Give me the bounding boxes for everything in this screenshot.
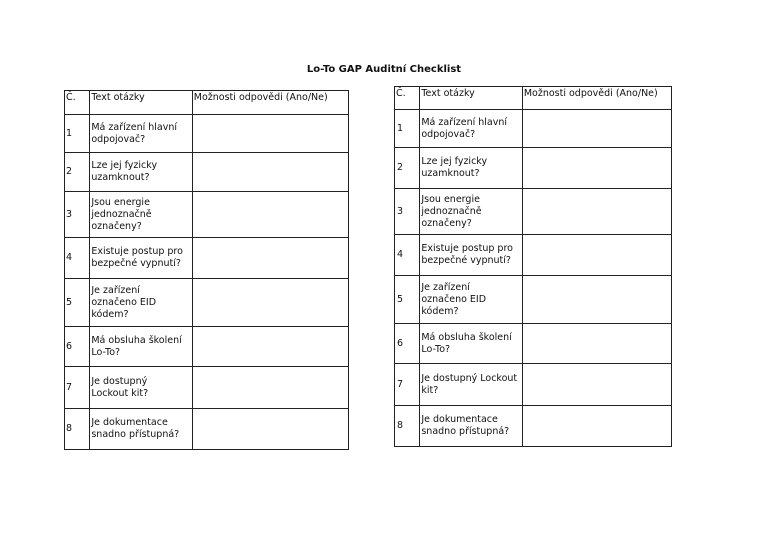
question-text bbox=[90, 279, 192, 327]
answer-cell[interactable] bbox=[192, 409, 348, 450]
question-text bbox=[420, 235, 522, 276]
row-number: 7 bbox=[395, 364, 420, 406]
question-line: označeny? bbox=[421, 217, 472, 229]
question-line: označeno EID bbox=[421, 293, 487, 305]
table-row bbox=[395, 189, 672, 235]
row-number: 1 bbox=[395, 110, 420, 148]
question-text bbox=[90, 153, 192, 192]
question-line: bezpečné vypnutí? bbox=[421, 255, 511, 266]
question-text bbox=[90, 327, 192, 367]
row-number: 2 bbox=[65, 153, 90, 192]
header-number: Č. bbox=[395, 87, 420, 110]
row-number: 3 bbox=[395, 189, 420, 235]
question-line: Jsou energie bbox=[421, 193, 480, 205]
row-number: 8 bbox=[395, 406, 420, 447]
row-number: 4 bbox=[395, 235, 420, 276]
table-row bbox=[65, 367, 349, 409]
question-line: Je dostupný bbox=[91, 375, 148, 387]
table-row bbox=[395, 364, 672, 406]
question-line: Je dokumentace bbox=[91, 417, 168, 428]
question-line: jednoznačně bbox=[91, 208, 152, 220]
question-line: kódem? bbox=[421, 305, 459, 317]
row-number: 2 bbox=[395, 148, 420, 189]
question-text bbox=[420, 406, 522, 447]
question-line: Jsou energie bbox=[91, 196, 150, 208]
question-text bbox=[90, 192, 192, 238]
question-text bbox=[420, 276, 522, 324]
table-row bbox=[395, 406, 672, 447]
question-text bbox=[420, 148, 522, 189]
row-number: 6 bbox=[65, 327, 90, 367]
question-line: kódem? bbox=[91, 308, 129, 320]
table-row bbox=[65, 279, 349, 327]
question-line: Lo-To? bbox=[91, 346, 121, 358]
question-line: bezpečné vypnutí? bbox=[91, 258, 181, 269]
question-line: Je dostupný Lockout bbox=[421, 372, 518, 384]
question-line: označeno EID bbox=[91, 296, 157, 308]
header-question: Text otázky bbox=[420, 87, 522, 110]
question-line: Existuje postup pro bbox=[421, 243, 513, 254]
row-number: 1 bbox=[65, 115, 90, 153]
header-answer: Možnosti odpovědi (Ano/Ne) bbox=[522, 87, 671, 110]
answer-cell[interactable] bbox=[522, 235, 671, 276]
answer-cell[interactable] bbox=[192, 279, 348, 327]
header-row bbox=[65, 91, 349, 115]
table-row bbox=[395, 235, 672, 276]
row-number: 3 bbox=[65, 192, 90, 238]
answer-cell[interactable] bbox=[522, 364, 671, 406]
question-line: odpojovač? bbox=[91, 133, 146, 145]
table-body-left bbox=[65, 91, 349, 450]
row-number: 5 bbox=[65, 279, 90, 327]
answer-cell[interactable] bbox=[192, 192, 348, 238]
answer-cell[interactable] bbox=[522, 276, 671, 324]
row-number: 6 bbox=[395, 324, 420, 364]
question-text bbox=[420, 189, 522, 235]
question-line: Lo-To? bbox=[421, 343, 451, 355]
row-number: 8 bbox=[65, 409, 90, 450]
question-line: Lze jej fyzicky bbox=[91, 160, 158, 171]
table-body-right bbox=[395, 87, 672, 447]
table-row bbox=[65, 327, 349, 367]
question-text bbox=[420, 110, 522, 148]
question-line: Lze jej fyzicky bbox=[421, 156, 488, 167]
question-line: Má zařízení hlavní bbox=[421, 116, 508, 128]
question-line: Existuje postup pro bbox=[91, 246, 183, 257]
question-line: jednoznačně bbox=[421, 205, 482, 217]
question-text bbox=[90, 115, 192, 153]
question-text bbox=[90, 238, 192, 279]
question-line: Je zařízení bbox=[421, 281, 470, 293]
table-row bbox=[395, 110, 672, 148]
question-line: odpojovač? bbox=[421, 128, 476, 140]
table-row bbox=[65, 238, 349, 279]
answer-cell[interactable] bbox=[192, 115, 348, 153]
question-line: snadno přístupná? bbox=[421, 426, 510, 437]
question-line: snadno přístupná? bbox=[91, 429, 180, 440]
question-line: Lockout kit? bbox=[91, 387, 149, 399]
question-line: uzamknout? bbox=[91, 172, 150, 183]
document-title: Lo-To GAP Auditní Checklist bbox=[306, 64, 462, 75]
table-row bbox=[395, 148, 672, 189]
header-question: Text otázky bbox=[90, 91, 192, 115]
checklist-table-left bbox=[64, 90, 349, 450]
answer-cell[interactable] bbox=[522, 189, 671, 235]
row-number: 7 bbox=[65, 367, 90, 409]
table-row bbox=[65, 115, 349, 153]
answer-cell[interactable] bbox=[522, 148, 671, 189]
answer-cell[interactable] bbox=[192, 367, 348, 409]
table-row bbox=[65, 192, 349, 238]
question-line: Má zařízení hlavní bbox=[91, 121, 178, 133]
question-line: Je zařízení bbox=[91, 284, 140, 296]
answer-cell[interactable] bbox=[522, 324, 671, 364]
answer-cell[interactable] bbox=[192, 153, 348, 192]
answer-cell[interactable] bbox=[522, 110, 671, 148]
header-answer: Možnosti odpovědi (Ano/Ne) bbox=[192, 91, 348, 115]
answer-cell[interactable] bbox=[192, 238, 348, 279]
question-line: Má obsluha školení bbox=[91, 334, 182, 346]
question-text bbox=[90, 367, 192, 409]
table-row bbox=[65, 409, 349, 450]
row-number: 4 bbox=[65, 238, 90, 279]
question-line: uzamknout? bbox=[421, 168, 480, 179]
table-row bbox=[395, 276, 672, 324]
row-number: 5 bbox=[395, 276, 420, 324]
checklist-table-right bbox=[394, 86, 672, 447]
answer-cell[interactable] bbox=[192, 327, 348, 367]
question-line: Je dokumentace bbox=[421, 414, 498, 425]
table-row bbox=[395, 324, 672, 364]
question-line: označeny? bbox=[91, 220, 142, 232]
table-row bbox=[65, 153, 349, 192]
header-row bbox=[395, 87, 672, 110]
question-text bbox=[420, 324, 522, 364]
question-line: kit? bbox=[421, 384, 439, 396]
header-number: Č. bbox=[65, 91, 90, 115]
question-line: Má obsluha školení bbox=[421, 331, 512, 343]
question-text bbox=[420, 364, 522, 406]
answer-cell[interactable] bbox=[522, 406, 671, 447]
question-text bbox=[90, 409, 192, 450]
